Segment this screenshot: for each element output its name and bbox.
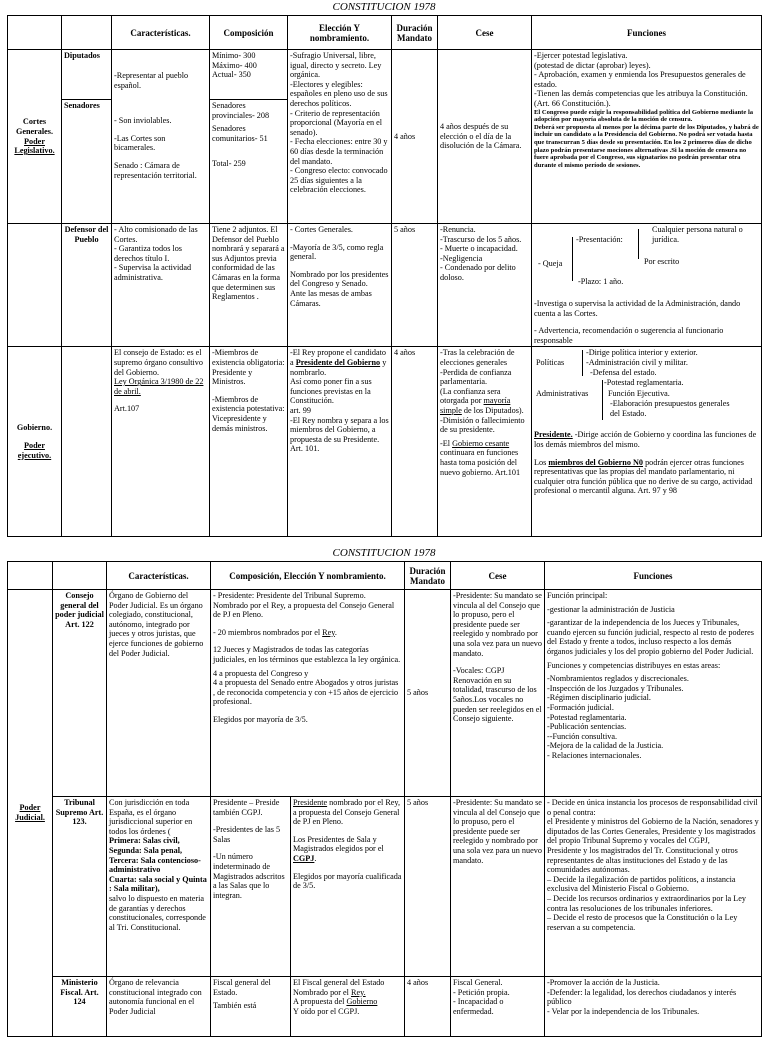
poder-ejecutivo-label: Poder ejecutivo. — [17, 441, 52, 460]
mf-funciones — [545, 977, 762, 1037]
text-line: - 20 miembros nombrados por el Rey. — [213, 627, 337, 637]
text-line: Función Ejecutiva. — [608, 389, 670, 399]
text-line: miembros del Gobierno N0 — [548, 457, 644, 467]
ts-eleccion — [291, 797, 405, 977]
gobierno-title: Gobierno. — [16, 423, 53, 433]
empty-cell — [62, 347, 112, 537]
text-line: Gobierno cesante — [452, 438, 510, 448]
brace-line — [582, 350, 583, 376]
text-line: – Decide la ilegalización de partidos políticos, a instancia exclusiva del Ministerio Fiscal o Gobierno. — [547, 874, 736, 894]
cortes-duracion: 4 años — [392, 50, 438, 224]
text-line: - Criterio de representación proporcional (Mayoría en el senado). — [290, 108, 383, 137]
text-line: -Presidentes de las 5 Salas — [213, 825, 281, 844]
cortes-cese: 4 años después de su elección o el día de la disolución de la Cámara. — [438, 50, 532, 224]
text-line: Presidente. — [534, 430, 573, 440]
gobierno-funciones — [532, 347, 762, 537]
defensor-cese — [438, 224, 532, 347]
text-line: Cualquier persona natural o jurídica. — [652, 225, 743, 244]
diputados-composicion — [210, 50, 288, 100]
text-line: -Mayoría de 3/5, como regla general. — [290, 242, 384, 262]
text-line: -Trascurso de los 5 años. — [440, 234, 522, 244]
text-line — [440, 439, 529, 477]
document-title: CONSTITUCION 1978 — [332, 1, 436, 13]
text-line: Actual- 350 — [212, 70, 251, 80]
diputados-label: Diputados — [62, 50, 112, 100]
defensor-caracteristicas — [112, 224, 210, 347]
text-line: continuara en funciones hasta toma posición del nuevo gobierno. Art.101 — [440, 448, 521, 477]
text-line: -Perdida de confianza parlamentaria. — [440, 367, 512, 387]
header-caracteristicas: Características. — [112, 16, 210, 50]
text-line: Tercera: Sala contencioso-administrativo — [109, 855, 201, 875]
header-duracion: Duración Mandato — [405, 562, 451, 590]
text-line: -Renuncia. — [440, 225, 476, 234]
text-line: enfermedad. — [453, 1006, 494, 1016]
row-ministerio-fiscal — [8, 977, 762, 1037]
text-line: - Relaciones internacionales. — [547, 750, 642, 760]
gobierno-eleccion — [288, 347, 392, 537]
text-line: 4 a propuesta del Congreso y — [213, 668, 309, 678]
text-line — [534, 458, 759, 496]
text-line: -Potestad reglamentaria. — [604, 378, 684, 388]
text-line: Función principal: — [547, 591, 608, 600]
text-line: -Administración civil y militar. — [586, 358, 688, 368]
text-line: (La confianza sera otorgada por — [440, 386, 501, 406]
text-line: - Presidente: Presidente del Tribunal Supremo. Nombrado por el Rey, a propuesta del Consejo General de PJ en Pleno. — [213, 591, 395, 620]
text-line: Los — [534, 457, 547, 467]
ts-composicion — [211, 797, 291, 977]
text-line: -garantizar de la independencia de los Jueces y Tribunales, cuando ejercen su función judicial, respecto al resto de poderes del Estado y frente a todos, incluso respecto a los demás órganos judiciales y los del propio gobierno del Poder Judicial. — [547, 618, 754, 656]
gobierno-caracteristicas — [112, 347, 210, 537]
brace-line — [572, 237, 573, 281]
document-title: CONSTITUCION 1978 — [332, 547, 436, 559]
cgpj-funciones — [545, 590, 762, 797]
text-line: Senadores provinciales- 208 — [212, 101, 270, 120]
header-eleccion: Elección Y nombramiento. — [288, 16, 392, 50]
text-line: - 20 miembros nombrados por el — [213, 627, 321, 637]
text-line: -Plazo: 1 año. — [578, 277, 624, 286]
text-line: Rey. — [350, 987, 366, 997]
text-line: - Fecha elecciones: entre 30 y 60 días desde la terminación del mandato. — [290, 137, 388, 166]
gobierno-duracion: 4 años — [392, 347, 438, 537]
text-line: Presidente del Gobierno — [295, 357, 381, 367]
header-cese: Cese — [438, 16, 532, 50]
text-line: - Velar por la independencia de los Tribunales. — [547, 1006, 700, 1016]
header-empty — [53, 562, 107, 590]
text-line: Senado : Cámara de representación territorial. — [114, 160, 197, 180]
text-line: CGPJ — [293, 853, 315, 863]
funciones-diagram — [534, 348, 759, 430]
brace-line — [638, 229, 639, 259]
text-line: -Defensa del estado. — [590, 368, 657, 378]
text-line: Fiscal General. — [453, 978, 503, 987]
text-line: -Mejora de la calidad de la Justicia. — [547, 741, 664, 751]
text-line: Los Presidentes de Sala y Magistrados elegidos por el CGPJ. — [293, 834, 384, 863]
brace-line — [602, 380, 603, 420]
text-line: 4 a propuesta del Senado entre Abogados y otros juristas , de reconocida competencia y con +15 años de ejercicio profesional. — [213, 678, 399, 707]
defensor-composicion: Tiene 2 adjuntos. El Defensor del Pueblo nombrará y separará a sus Adjuntos previa conformidad de las Cámaras en la forma que determinen sus Reglamentos . — [210, 224, 288, 347]
text-line: -Elaboración presupuestos generales del Estado. — [610, 399, 730, 418]
cortes-title: Cortes Generales. — [15, 117, 54, 136]
text-line: Funciones y competencias distribuyes en estas areas: — [547, 660, 721, 670]
text-line: -gestionar la administración de Justicia — [547, 604, 675, 614]
cgpj-composicion — [211, 590, 405, 797]
text-line: -Las Cortes son bicamerales. — [114, 133, 166, 153]
text-line: -Miembros de existencia potestativa: Vicepresidente y demás ministros. — [212, 394, 285, 433]
text-line: - Alto comisionado de las Cortes. — [114, 225, 198, 244]
text-line: Nombrado por los presidentes del Congreso y Senado. — [290, 269, 389, 289]
ministerio-fiscal-label: Ministerio Fiscal. Art. 124 — [53, 977, 107, 1037]
text-line: Deberá ser propuesta al menos por la décima parte de los Diputados, y habrá de incluir un candidato a la Presidencia del Gobierno. No podrá ser votada hasta que transcurran 5 días desde su presentación. En los 2 primeros días de dicho plazo podrán presentarse mociones alternativas .Si la moción de censura no fuere aprobada por el Congreso, sus signatarios no podrán presentar otra durante el mismo período de sesiones. — [534, 123, 759, 169]
header-row — [8, 16, 762, 50]
text-line: El Congreso puede exigir la responsabilidad política del Gobierno mediante la adopción por mayoría absoluta de la moción de censura. — [534, 108, 754, 124]
text-line: -Inspección de los Juzgados y Tribunales. — [547, 683, 684, 693]
text-line: (potestad de dictar (aprobar) leyes). — [534, 60, 651, 70]
text-line: -Presidente: Su mandato se vincula al del Consejo que lo propuso, pero el presidente puede ser reelegido y nombrado por una sola vez para un nuevo mandato. — [453, 591, 542, 658]
text-line: -Un número indeterminado de Magistrados adscritos a las Salas que lo integran. — [213, 852, 285, 900]
text-line: -Dirige política interior y exterior. — [586, 348, 698, 358]
text-line: Administrativas — [536, 389, 589, 399]
text-line: -Dirige acción de Gobierno y coordina las funciones de los demás miembros del mismo. — [534, 430, 757, 449]
mf-caracteristicas: Órgano de relevancia constitucional integrado con autonomía funcional en el Poder Judicial — [107, 977, 211, 1037]
text-line: - Incapacidad o — [453, 997, 504, 1007]
text-line: Presidente – Preside también CGPJ. — [213, 798, 280, 817]
text-line: – Decide los recursos ordinarios y extraordinarios por la Ley contra las resoluciones de los tribunales inferiores. — [547, 893, 746, 913]
ts-funciones — [545, 797, 762, 977]
row-cgpj — [8, 590, 762, 797]
text-line: Con jurisdicción en toda España, es el órgano jurisdiccional superior en todos los órdenes ( — [109, 798, 193, 836]
text-line — [534, 430, 759, 449]
text-line: 12 Jueces y Magistrados de todas las categorías judiciales, en los términos que establezca la ley orgánica. — [213, 645, 401, 664]
defensor-label: Defensor del Pueblo — [62, 224, 112, 347]
defensor-eleccion — [288, 224, 392, 347]
text-line: -Tras la celebración de elecciones generales — [440, 348, 515, 367]
text-line: - Decide en única instancia los procesos de responsabilidad civil o penal contra: — [547, 798, 758, 817]
text-line: Elegidos por mayoría cualificada de 3/5. — [293, 871, 402, 891]
header-funciones: Funciones — [532, 16, 762, 50]
text-line: Elegidos por mayoría de 3/5. — [213, 714, 308, 724]
text-line: -Vocales: CGPJ Renovación en su totalidad, trascurso de los 5años.Los vocales no pueden ser reelegidos en el Consejo siguiente. — [453, 666, 542, 724]
text-line: art. 99 — [290, 405, 311, 415]
text-line: Segunda: Sala penal, — [109, 845, 183, 855]
mf-eleccion — [291, 977, 405, 1037]
text-line: - Congreso electo: convocado 25 días siguientes a la celebración elecciones. — [290, 166, 388, 195]
gobierno-label — [8, 347, 62, 537]
text-line: - Queja — [538, 259, 563, 268]
text-line: -El — [440, 438, 451, 448]
cgpj-duracion: 5 años — [405, 590, 451, 797]
text-line: Ante las mesas de ambas Cámaras. — [290, 288, 372, 308]
text-line: Ley Orgánica 3/1980 de 22 de abril. — [114, 377, 204, 396]
text-line: Los Presidentes de Sala y Magistrados elegidos por el — [293, 834, 384, 854]
header-funciones: Funciones — [545, 562, 762, 590]
text-line: de los Diputados). — [463, 405, 524, 415]
empty-cell — [8, 224, 62, 347]
text-line: Fiscal general del Estado. — [213, 978, 271, 997]
text-line: -Miembros de existencia obligatoria: Presidente y Ministros. — [212, 348, 285, 387]
text-line: Máximo- 400 — [212, 60, 257, 70]
text-line: mayoría simple — [440, 396, 511, 415]
text-line — [290, 348, 389, 377]
header-duracion: Duración Mandato — [392, 16, 438, 50]
text-line — [440, 387, 529, 416]
text-line: -Régimen disciplinario judicial. — [547, 693, 651, 703]
text-line: Rey — [322, 627, 335, 637]
queja-diagram — [534, 225, 759, 299]
text-line: -Potestad reglamentaria. — [547, 712, 627, 722]
text-line: - Muerte o incapacidad. — [440, 244, 518, 254]
text-line — [293, 997, 402, 1007]
text-line: -Presentación: — [576, 235, 623, 244]
text-line: podrán ejercer otras funciones representativas que las propias del mandato parlamentario, ni cualquier otra función pública que no derive de su cargo, actividad profesional o mercantil alguna. Art. 97 y 98 — [534, 457, 753, 496]
text-line: Y oído por el CGPJ. — [293, 1006, 360, 1016]
ts-duracion: 5 años — [405, 797, 451, 977]
text-line: - Garantiza todos los derechos título I. — [114, 244, 182, 263]
text-line: - Condenado por delito doloso. — [440, 263, 516, 282]
text-line: Senadores comunitarios- 51 — [212, 124, 268, 143]
cgpj-cese — [451, 590, 545, 797]
row-gobierno — [8, 347, 762, 537]
text-line: -Promover la acción de la Justicia. — [547, 978, 660, 987]
cortes-caracteristicas — [112, 50, 210, 224]
text-line: Por escrito — [644, 257, 680, 266]
text-line: - Aprobación, examen y enmienda los Presupuestos generales de estado. — [534, 70, 746, 89]
row-diputados — [8, 50, 762, 100]
text-line — [293, 798, 402, 827]
header-cese: Cese — [451, 562, 545, 590]
ts-cese: -Presidente: Su mandato se vincula al del Consejo que lo propuso, pero el presidente puede ser reelegido y nombrado por una sola vez para un nuevo mandato. — [451, 797, 545, 977]
text-line: Total- 259 — [212, 159, 246, 169]
text-line: - Advertencia, recomendación o sugerencia al funcionario responsable — [534, 326, 724, 345]
text-line: -Tienen las demás competencias que les atribuya la Constitución. (Art. 66 Constitución.). — [534, 89, 748, 108]
header-caracteristicas: Características. — [107, 562, 211, 590]
text-line: Presidente — [293, 798, 328, 807]
cortes-eleccion — [288, 50, 392, 224]
text-line: -Representar al pueblo español. — [114, 71, 189, 90]
text-line: – Decide el resto de procesos que la Constitución o la Ley reservan a su competencia. — [547, 913, 738, 932]
text-line: Así como poner fin a sus funciones previstas en la Constitución. — [290, 377, 372, 406]
text-line: Nombrado por el — [293, 987, 349, 997]
poder-legislativo-label: Poder Legislativo. — [14, 136, 55, 156]
text-line: -El Rey nombra y separa a los miembros del Gobierno, a propuesta de su Presidente. Art. 101. — [290, 415, 389, 454]
text-line: - Supervisa la actividad administrativa. — [114, 263, 192, 282]
text-line: el Presidente y ministros del Gobierno de la Nación, senadores y diputados de las Cortes Generales, Presidente y los magistrados del propio Tribunal Supremo y vocales del CGPJ, — [547, 817, 759, 846]
text-line: El consejo de Estado: es el supremo órgano consultivo del Gobierno. — [114, 348, 203, 377]
row-defensor — [8, 224, 762, 347]
text-line: A propuesta del — [293, 997, 345, 1007]
text-line — [293, 988, 402, 998]
cgpj-label: Consejo general del poder judicial Art. 122 — [53, 590, 107, 797]
gobierno-cese — [438, 347, 532, 537]
header-row — [8, 562, 762, 590]
text-line: -El Rey propone el candidato a — [290, 348, 386, 367]
text-line: -Negligencia — [440, 253, 483, 263]
text-line: Políticas — [536, 358, 565, 368]
header-composicion-eleccion: Composición, Elección Y nombramiento. — [211, 562, 405, 590]
text-line: -Nombramientos reglados y discrecionales. — [547, 674, 689, 684]
text-line: El Fiscal general del Estado — [293, 978, 385, 987]
text-line: --Función consultiva. — [547, 731, 618, 741]
text-line: Presidente y los magistrados del Tr. Constitucional y otros representantes de altas instituciones del Estado y de las comunidades autónomas. — [547, 845, 738, 875]
text-line: Art.107 — [114, 404, 140, 414]
text-line: -Dimisión o fallecimiento de su presidente. — [440, 415, 525, 435]
cortes-funciones — [532, 50, 762, 224]
ts-caracteristicas — [107, 797, 211, 977]
header-empty — [62, 16, 112, 50]
defensor-funciones — [532, 224, 762, 347]
senadores-label: Senadores — [62, 100, 112, 224]
header-empty — [8, 16, 62, 50]
poder-judicial-label: Poder Judicial. — [8, 590, 53, 1037]
text-line: Mínimo- 300 — [212, 51, 256, 60]
header-empty — [8, 562, 53, 590]
cgpj-caracteristicas: Órgano de Gobierno del Poder Judicial. Es un órgano colegiado, constitucional, autónomo, integrado por jueces y otros juristas, que ejerce funciones de gobierno del Poder Judicial. — [107, 590, 211, 797]
cortes-label — [8, 50, 62, 224]
text-line: - Cortes Generales. — [290, 225, 353, 234]
mf-cese — [451, 977, 545, 1037]
text-line: -Formación judicial. — [547, 702, 614, 712]
defensor-duracion: 5 años — [392, 224, 438, 347]
constitution-table-1 — [7, 15, 762, 537]
senadores-composicion — [210, 100, 288, 224]
text-line: - Petición propia. — [453, 987, 510, 997]
text-line: Gobierno — [346, 997, 378, 1007]
text-line: -Electores y elegibles: españoles en pleno uso de sus derechos políticos. — [290, 79, 388, 108]
text-line: -Sufragio Universal, libre, igual, directo y secreto. Ley orgánica. — [290, 51, 382, 80]
text-line: Primera: Salas civil, — [109, 836, 180, 846]
mf-composicion — [211, 977, 291, 1037]
header-composicion: Composición — [210, 16, 288, 50]
row-tribunal-supremo — [8, 797, 762, 977]
text-line: -Ejercer potestad legislativa. — [534, 51, 628, 60]
gobierno-composicion — [210, 347, 288, 537]
text-line: y nombrarlo. — [290, 357, 387, 377]
constitution-table-2 — [7, 561, 762, 1037]
mf-duracion: 4 años — [405, 977, 451, 1037]
text-line: -Publicación sentencias. — [547, 722, 627, 732]
tribunal-supremo-label: Tribunal Supremo Art. 123. — [53, 797, 107, 977]
text-line: También está — [213, 1001, 257, 1011]
text-line: nombrado por el Rey, a propuesta del Consejo General de PJ en Pleno. — [293, 798, 401, 827]
text-line: Cuarta: sala social y Quinta : Sala militar), — [109, 874, 207, 894]
text-line: -Investiga o supervisa la actividad de la Administración, dando cuenta a las Cortes. — [534, 299, 741, 318]
text-line: -Defender: la legalidad, los derechos ciudadanos y interés público — [547, 987, 737, 1007]
text-line: salvo lo dispuesto en materia de garantías y derechos constitucionales, corresponde al Tri. Constitucional. — [109, 893, 206, 932]
text-line: - Son inviolables. — [114, 116, 172, 126]
